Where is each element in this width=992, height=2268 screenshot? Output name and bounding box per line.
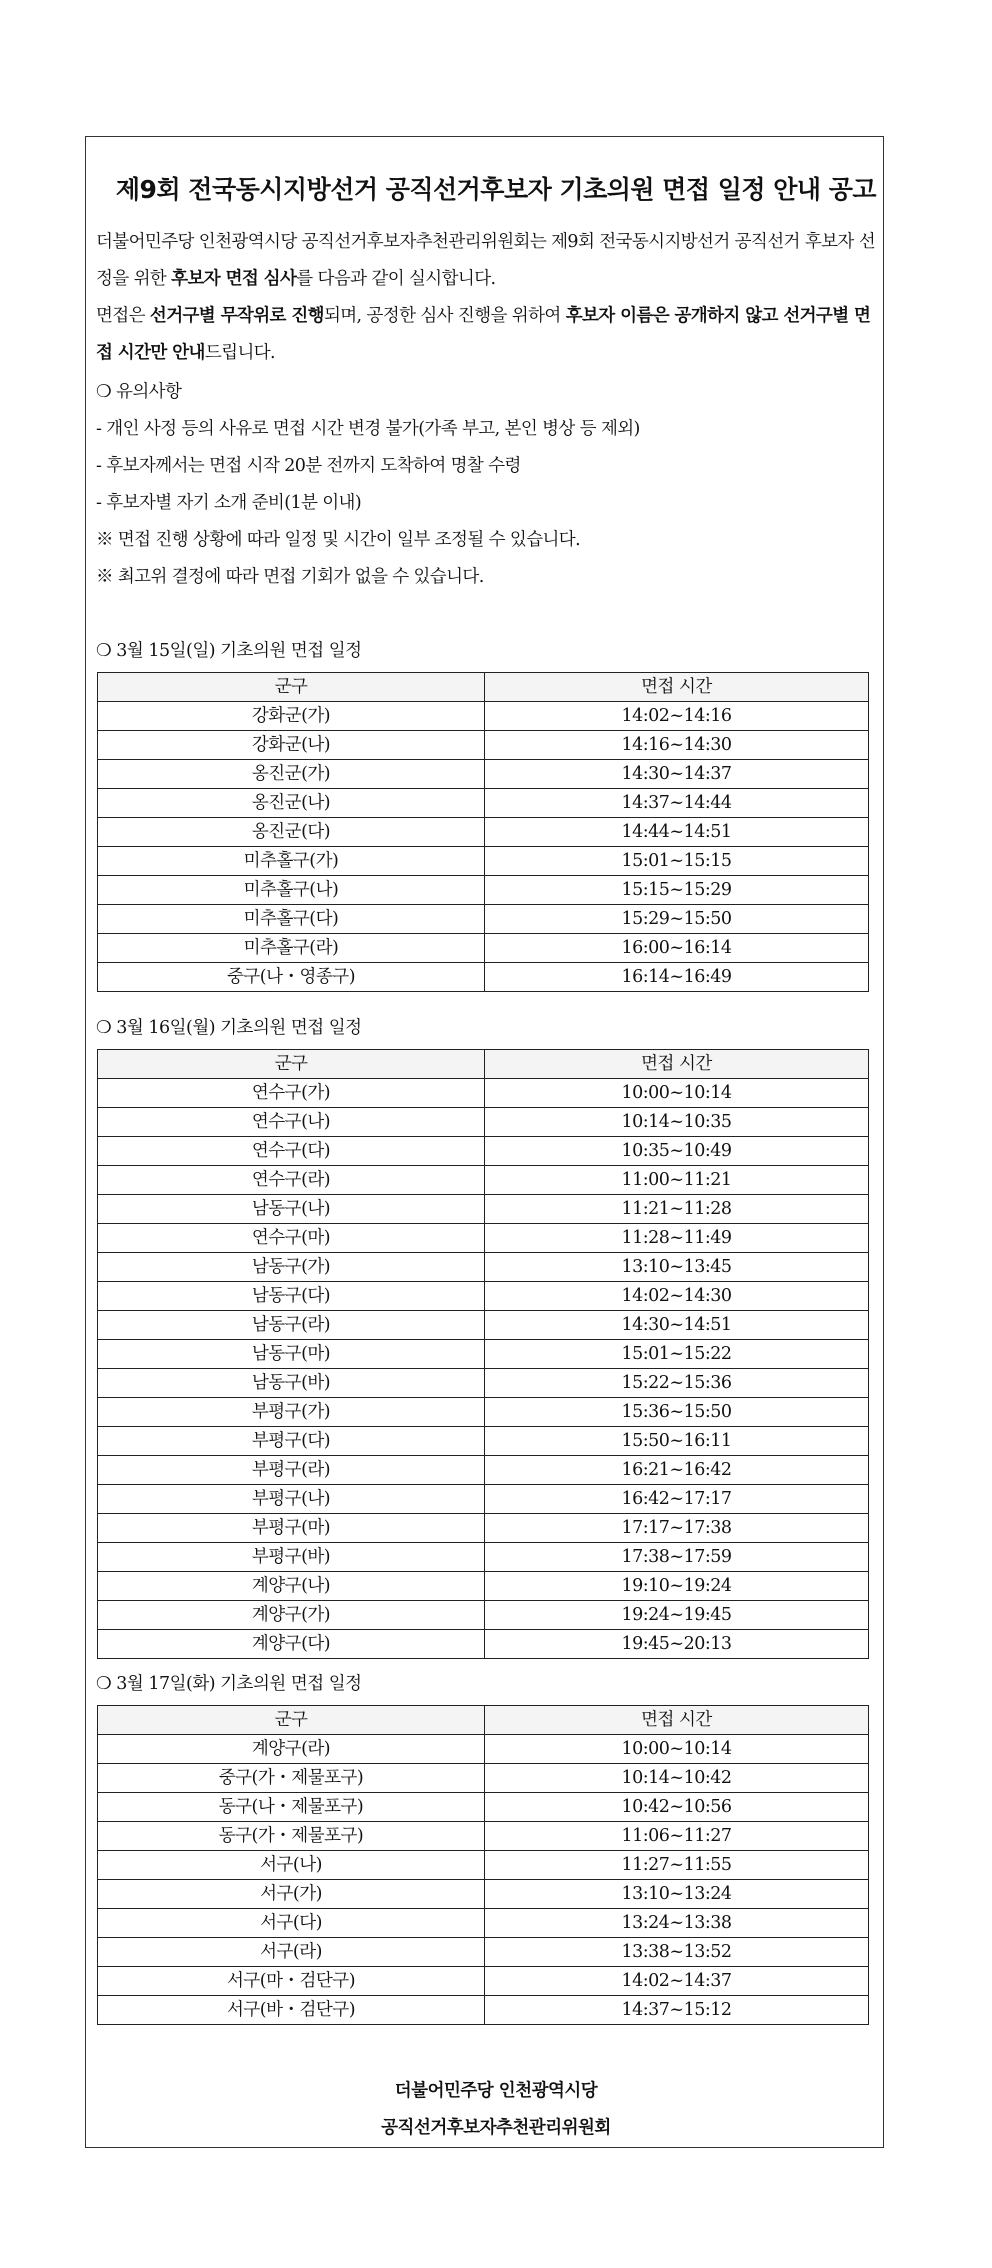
table-row [98, 1735, 869, 1764]
district-cell: 남동구(가) [98, 1253, 485, 1282]
time-cell: 14:30~14:37 [485, 760, 869, 789]
section-heading-mar16: ❍ 3월 16일(월) 기초의원 면접 일정 [96, 1018, 362, 1038]
table-row [98, 1514, 869, 1543]
district-cell: 중구(가・제물포구) [98, 1764, 485, 1793]
time-cell: 17:17~17:38 [485, 1514, 869, 1543]
district-cell: 부평구(나) [98, 1485, 485, 1514]
district-cell: 부평구(바) [98, 1543, 485, 1572]
intro-p2-bold-1: 선거구별 무작위로 진행 [149, 306, 324, 326]
table-row [98, 1822, 869, 1851]
intro-p2-text: 면접은 [96, 306, 150, 326]
table-row [98, 1282, 869, 1311]
time-cell: 10:35~10:49 [485, 1137, 869, 1166]
header-time: 면접 시간 [485, 673, 869, 702]
table-row [98, 1369, 869, 1398]
time-cell: 14:44~14:51 [485, 818, 869, 847]
table-row [98, 1427, 869, 1456]
district-cell: 서구(다) [98, 1909, 485, 1938]
notes-list [96, 374, 876, 596]
table-row [98, 1543, 869, 1572]
table-header-row [98, 673, 869, 702]
time-cell: 16:00~16:14 [485, 934, 869, 963]
district-cell: 남동구(라) [98, 1311, 485, 1340]
table-row [98, 760, 869, 789]
header-time: 면접 시간 [485, 1050, 869, 1079]
notes-heading: ❍ 유의사항 [96, 382, 182, 402]
district-cell: 연수구(나) [98, 1108, 485, 1137]
district-cell: 동구(가・제물포구) [98, 1822, 485, 1851]
time-cell: 10:00~10:14 [485, 1735, 869, 1764]
district-cell: 남동구(나) [98, 1195, 485, 1224]
time-cell: 11:28~11:49 [485, 1224, 869, 1253]
table-row [98, 1601, 869, 1630]
table-row [98, 1630, 869, 1659]
intro-p2-bold-2: 후보자 이름은 공개하지 않고 선거구별 면접 시간만 안내 [96, 306, 871, 363]
table-row [98, 731, 869, 760]
table-row [98, 876, 869, 905]
district-cell: 부평구(다) [98, 1427, 485, 1456]
time-cell: 15:01~15:15 [485, 847, 869, 876]
time-cell: 15:29~15:50 [485, 905, 869, 934]
intro-text [96, 224, 880, 372]
intro-paragraph-2 [96, 298, 880, 372]
table-row [98, 905, 869, 934]
intro-p1-text-end: 를 다음과 같이 실시합니다. [296, 269, 496, 289]
district-cell: 남동구(다) [98, 1282, 485, 1311]
table-row [98, 847, 869, 876]
table-row [98, 1996, 869, 2025]
time-cell: 13:24~13:38 [485, 1909, 869, 1938]
time-cell: 15:36~15:50 [485, 1398, 869, 1427]
header-district: 군구 [98, 1050, 485, 1079]
time-cell: 16:42~17:17 [485, 1485, 869, 1514]
time-cell: 14:02~14:16 [485, 702, 869, 731]
district-cell: 서구(가) [98, 1880, 485, 1909]
intro-p2-text-mid: 되며, 공정한 심사 진행을 위하여 [323, 306, 566, 326]
time-cell: 19:10~19:24 [485, 1572, 869, 1601]
time-cell: 16:14~16:49 [485, 963, 869, 992]
district-cell: 계양구(가) [98, 1601, 485, 1630]
header-time: 면접 시간 [485, 1706, 869, 1735]
time-cell: 15:01~15:22 [485, 1340, 869, 1369]
time-cell: 13:10~13:24 [485, 1880, 869, 1909]
footer-org-line2: 공직선거후보자추천관리위원회 [381, 2118, 611, 2138]
time-cell: 15:22~15:36 [485, 1369, 869, 1398]
district-cell: 연수구(라) [98, 1166, 485, 1195]
table-row [98, 1485, 869, 1514]
table-row [98, 1340, 869, 1369]
time-cell: 14:30~14:51 [485, 1311, 869, 1340]
table-row [98, 1909, 869, 1938]
table-row [98, 1108, 869, 1137]
section-heading-mar17: ❍ 3월 17일(화) 기초의원 면접 일정 [96, 1674, 362, 1694]
time-cell: 13:38~13:52 [485, 1938, 869, 1967]
table-row [98, 1851, 869, 1880]
note-item: - 후보자께서는 면접 시작 20분 전까지 도착하여 명찰 수령 [96, 456, 521, 476]
district-cell: 부평구(가) [98, 1398, 485, 1427]
table-header-row [98, 1706, 869, 1735]
footer-org-line1: 더불어민주당 인천광역시당 [394, 2081, 598, 2101]
intro-p1-text: 더불어민주당 인천광역시당 공직선거후보자추천관리위원회는 제9회 전국동시지방선거 공직선거 후보자 선정을 위한 [96, 232, 875, 289]
table-row [98, 963, 869, 992]
district-cell: 계양구(나) [98, 1572, 485, 1601]
note-item: - 개인 사정 등의 사유로 면접 시간 변경 불가(가족 부고, 본인 병상 등 제외) [96, 419, 640, 439]
schedule-table-mar15 [97, 672, 869, 992]
time-cell: 19:24~19:45 [485, 1601, 869, 1630]
district-cell: 강화군(나) [98, 731, 485, 760]
time-cell: 17:38~17:59 [485, 1543, 869, 1572]
time-cell: 14:02~14:37 [485, 1967, 869, 1996]
district-cell: 미추홀구(나) [98, 876, 485, 905]
district-cell: 미추홀구(다) [98, 905, 485, 934]
district-cell: 동구(나・제물포구) [98, 1793, 485, 1822]
time-cell: 10:42~10:56 [485, 1793, 869, 1822]
table-row [98, 1311, 869, 1340]
district-cell: 연수구(마) [98, 1224, 485, 1253]
time-cell: 10:00~10:14 [485, 1079, 869, 1108]
header-district: 군구 [98, 1706, 485, 1735]
table-header-row [98, 1050, 869, 1079]
note-item: ※ 최고위 결정에 따라 면접 기회가 없을 수 있습니다. [96, 567, 484, 587]
time-cell: 11:00~11:21 [485, 1166, 869, 1195]
district-cell: 서구(바・검단구) [98, 1996, 485, 2025]
time-cell: 15:50~16:11 [485, 1427, 869, 1456]
time-cell: 14:02~14:30 [485, 1282, 869, 1311]
table-row [98, 1079, 869, 1108]
table-row [98, 1224, 869, 1253]
time-cell: 11:27~11:55 [485, 1851, 869, 1880]
time-cell: 15:15~15:29 [485, 876, 869, 905]
notice-title: 제9회 전국동시지방선거 공직선거후보자 기초의원 면접 일정 안내 공고 [115, 175, 877, 204]
time-cell: 14:37~14:44 [485, 789, 869, 818]
table-row [98, 1137, 869, 1166]
time-cell: 11:21~11:28 [485, 1195, 869, 1224]
time-cell: 19:45~20:13 [485, 1630, 869, 1659]
intro-paragraph-1 [96, 224, 880, 298]
district-cell: 남동구(바) [98, 1369, 485, 1398]
district-cell: 옹진군(나) [98, 789, 485, 818]
table-row [98, 1166, 869, 1195]
table-row [98, 1967, 869, 1996]
district-cell: 서구(마・검단구) [98, 1967, 485, 1996]
time-cell: 14:37~15:12 [485, 1996, 869, 2025]
table-row [98, 934, 869, 963]
schedule-table-mar16 [97, 1049, 869, 1659]
table-row [98, 1195, 869, 1224]
district-cell: 연수구(다) [98, 1137, 485, 1166]
table-row [98, 1880, 869, 1909]
time-cell: 10:14~10:35 [485, 1108, 869, 1137]
district-cell: 중구(나・영종구) [98, 963, 485, 992]
district-cell: 미추홀구(라) [98, 934, 485, 963]
district-cell: 미추홀구(가) [98, 847, 485, 876]
note-item: ※ 면접 진행 상황에 따라 일정 및 시간이 일부 조정될 수 있습니다. [96, 530, 581, 550]
schedule-table-mar17 [97, 1705, 869, 2025]
intro-p1-bold: 후보자 면접 심사 [171, 269, 297, 289]
table-row [98, 818, 869, 847]
district-cell: 서구(나) [98, 1851, 485, 1880]
time-cell: 11:06~11:27 [485, 1822, 869, 1851]
district-cell: 옹진군(가) [98, 760, 485, 789]
district-cell: 옹진군(다) [98, 818, 485, 847]
table-row [98, 1793, 869, 1822]
section-heading-mar15: ❍ 3월 15일(일) 기초의원 면접 일정 [96, 641, 362, 661]
table-row [98, 1398, 869, 1427]
time-cell: 13:10~13:45 [485, 1253, 869, 1282]
time-cell: 16:21~16:42 [485, 1456, 869, 1485]
time-cell: 10:14~10:42 [485, 1764, 869, 1793]
table-row [98, 1572, 869, 1601]
header-district: 군구 [98, 673, 485, 702]
table-row [98, 1938, 869, 1967]
district-cell: 남동구(마) [98, 1340, 485, 1369]
table-row [98, 1764, 869, 1793]
district-cell: 부평구(라) [98, 1456, 485, 1485]
intro-p2-text-end: 드립니다. [204, 343, 276, 363]
district-cell: 부평구(마) [98, 1514, 485, 1543]
district-cell: 연수구(가) [98, 1079, 485, 1108]
district-cell: 계양구(다) [98, 1630, 485, 1659]
table-row [98, 1456, 869, 1485]
district-cell: 계양구(라) [98, 1735, 485, 1764]
time-cell: 14:16~14:30 [485, 731, 869, 760]
district-cell: 강화군(가) [98, 702, 485, 731]
table-row [98, 702, 869, 731]
note-item: - 후보자별 자기 소개 준비(1분 이내) [96, 493, 362, 513]
table-row [98, 789, 869, 818]
district-cell: 서구(라) [98, 1938, 485, 1967]
table-row [98, 1253, 869, 1282]
